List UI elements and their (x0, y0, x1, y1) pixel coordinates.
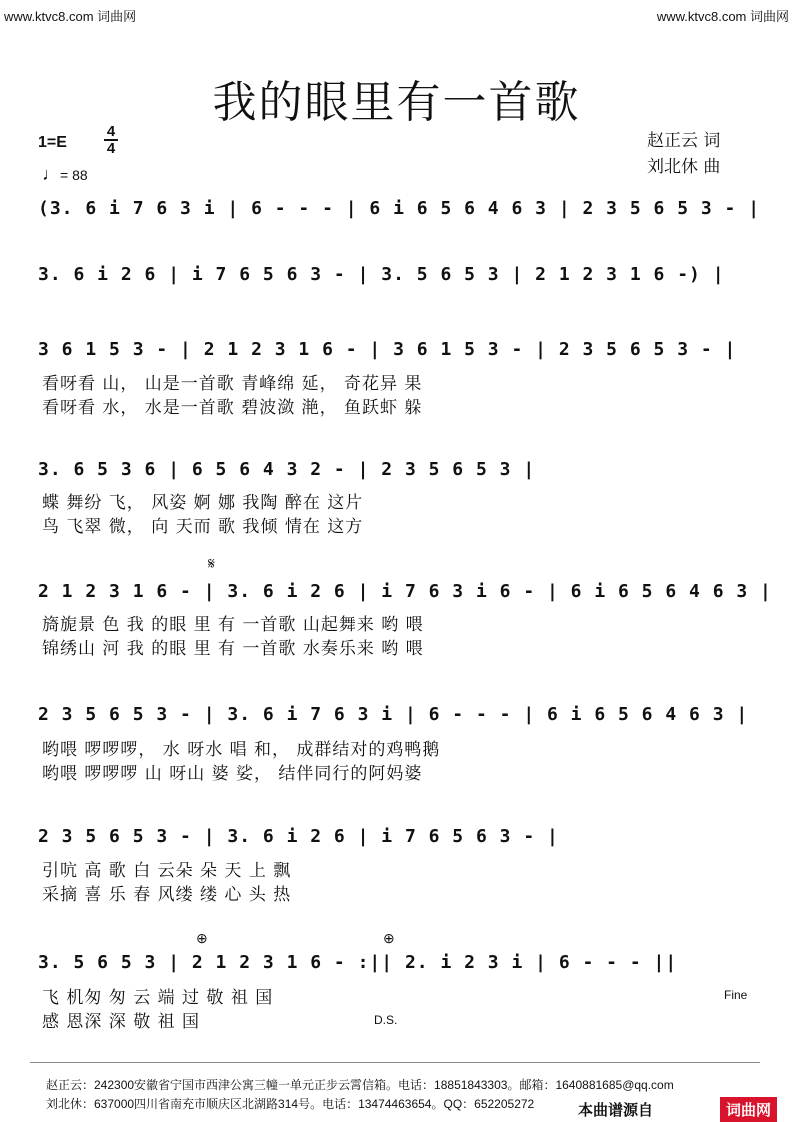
lyric-row-6-verse-2: 哟喂 啰啰啰 山 呀山 婆 娑， 结伴同行的阿妈婆 (42, 764, 423, 784)
fine-marking: Fine (724, 988, 748, 1002)
score-row-6: 2 3 5 6 5 3 - | 3. 6 i 7 6 3 i | 6 - - - | 6 i 6 5 6 4 6 3 | (38, 704, 749, 725)
site-header-right: www.ktvc8.com 词曲网 (656, 9, 789, 24)
coda-sign-1: ⊕ (196, 930, 208, 946)
key-signature: 1=E (38, 134, 67, 151)
time-signature-bottom: 4 (106, 140, 116, 157)
brand-logo[interactable]: 词曲网 (720, 1097, 777, 1122)
lyric-row-3-verse-2: 看呀看 水， 水是一首歌 碧波潋 滟， 鱼跃虾 躲 (42, 398, 423, 418)
score-row-8: 3. 5 6 5 3 | 2 1 2 3 1 6 - :|| 2. i 2 3 i | 6 - - - || (38, 952, 678, 973)
lyric-row-7-verse-1: 引吭 高 歌 白 云朵 朵 天 上 飘 (42, 861, 292, 881)
time-signature-top: 4 (106, 123, 116, 140)
lyricist-credit: 赵正云 词 (647, 131, 721, 151)
footer-divider (30, 1062, 760, 1063)
lyric-row-8-verse-1: 飞 机匆 匆 云 端 过 敬 祖 国 (42, 988, 274, 1008)
footer-lyricist-contact: 赵正云：242300安徽省宁国市西津公寓三幢一单元正步云霄信箱。电话：18851843303。邮箱：1640881685@qq.com (46, 1078, 674, 1092)
composer-credit: 刘北休 曲 (647, 157, 721, 177)
score-row-5: 2 1 2 3 1 6 - | 3. 6 i 2 6 | i 7 6 3 i 6 - | 6 i 6 5 6 4 6 3 | (38, 581, 772, 602)
footer-composer-contact: 刘北休：637000四川省南充市顺庆区北湖路314号。电话：13474463654。QQ：652205272 (46, 1097, 535, 1111)
coda-sign-2: ⊕ (383, 930, 395, 946)
lyric-row-7-verse-2: 采摘 喜 乐 春 风缕 缕 心 头 热 (42, 885, 292, 905)
ds-marking: D.S. (374, 1013, 398, 1027)
source-label: 本曲谱源自 (578, 1101, 654, 1119)
segno-sign: 𝄋 (208, 556, 215, 573)
song-title: 我的眼里有一首歌 (212, 77, 581, 128)
site-header-left: www.ktvc8.com 词曲网 (4, 9, 137, 24)
score-row-7: 2 3 5 6 5 3 - | 3. 6 i 2 6 | i 7 6 5 6 3 - | (38, 826, 559, 847)
score-row-4: 3. 6 5 3 6 | 6 5 6 4 3 2 - | 2 3 5 6 5 3 | (38, 459, 536, 480)
score-row-2: 3. 6 i 2 6 | i 7 6 5 6 3 - | 3. 5 6 5 3 | 2 1 2 3 1 6 -) | (38, 264, 725, 285)
score-row-3: 3 6 1 5 3 - | 2 1 2 3 1 6 - | 3 6 1 5 3 - | 2 3 5 6 5 3 - | (38, 339, 737, 360)
lyric-row-4-verse-1: 蝶 舞纷 飞， 风姿 婀 娜 我陶 醉在 这片 (42, 493, 364, 513)
time-signature (104, 124, 118, 156)
score-row-1: (3. 6 i 7 6 3 i | 6 - - - | 6 i 6 5 6 4 6 3 | 2 3 5 6 5 3 - | (38, 198, 761, 219)
quarter-note-icon: ♩ (42, 164, 60, 184)
tempo-value: = 88 (60, 167, 88, 183)
tempo-marking (42, 164, 88, 185)
lyric-row-5-verse-2: 锦绣山 河 我 的眼 里 有 一首歌 水奏乐来 哟 喂 (42, 639, 424, 659)
lyric-row-3-verse-1: 看呀看 山， 山是一首歌 青峰绵 延， 奇花异 果 (42, 374, 423, 394)
lyric-row-4-verse-2: 鸟 飞翠 微， 向 天而 歌 我倾 情在 这方 (42, 517, 364, 537)
lyric-row-8-verse-2: 感 恩深 深 敬 祖 国 (42, 1012, 201, 1032)
lyric-row-5-verse-1: 旖旎景 色 我 的眼 里 有 一首歌 山起舞来 哟 喂 (42, 615, 424, 635)
lyric-row-6-verse-1: 哟喂 啰啰啰， 水 呀水 唱 和， 成群结对的鸡鸭鹅 (42, 740, 441, 760)
